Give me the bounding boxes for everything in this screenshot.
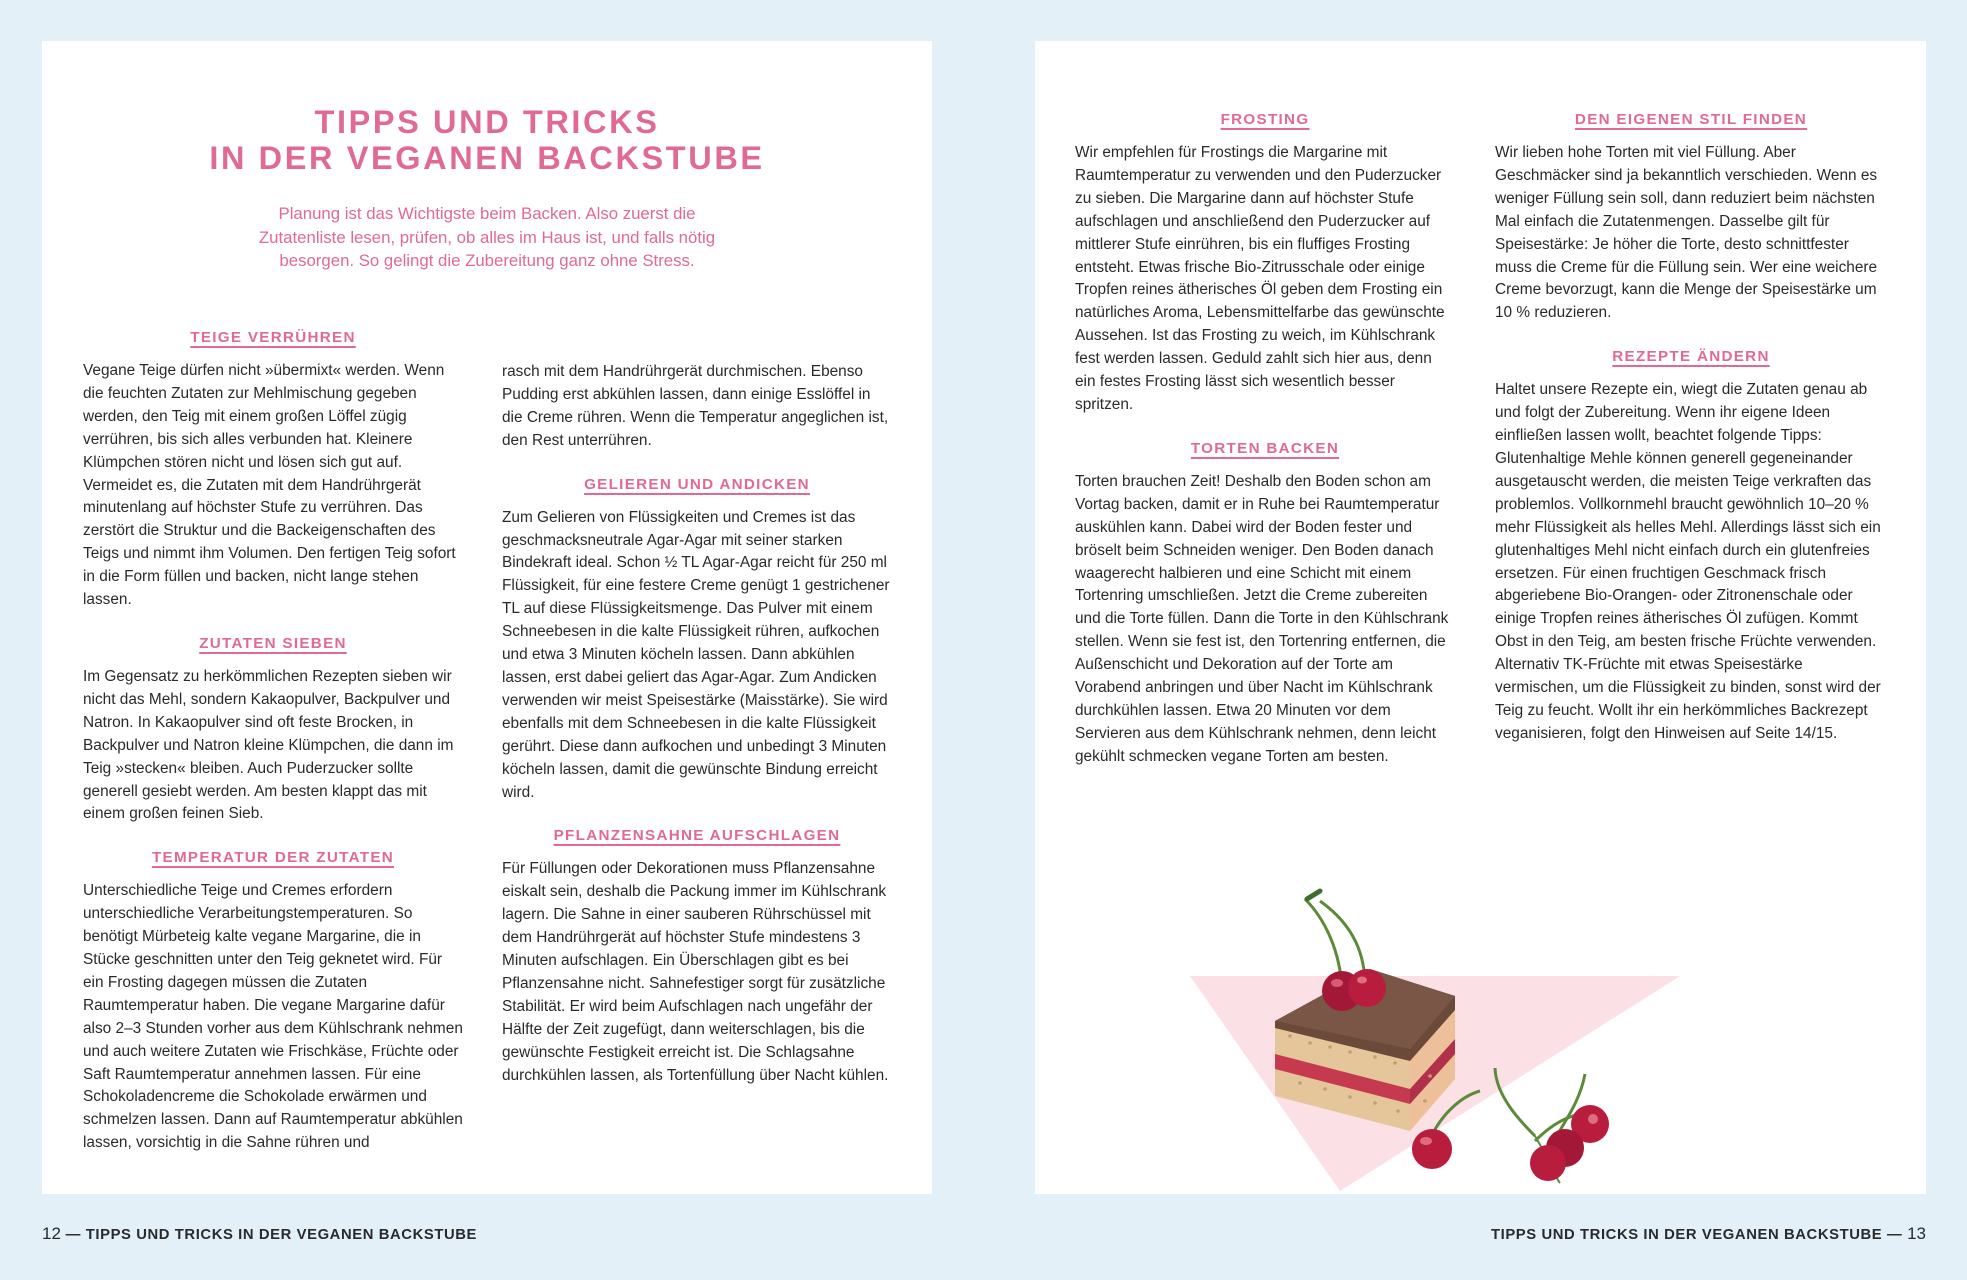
section-heading-eigenen-stil: DEN EIGENEN STIL FINDEN — [1574, 111, 1808, 128]
section-heading-sieben: ZUTATEN SIEBEN — [199, 634, 347, 652]
left-column-2 — [502, 361, 892, 1087]
right-column-2 — [1495, 110, 1887, 746]
footer-right — [1491, 1224, 1926, 1244]
intro-text: Planung ist das Wichtigste beim Backen. Also zuerst die Zutatenliste lesen, prüfen, ob alles im Haus ist, und falls nötig besorgen. So gelingt die Zubereitung ganz ohne Stress. — [258, 204, 716, 270]
left-column-1 — [83, 328, 463, 1155]
left-page — [42, 41, 932, 1194]
section-heading-torten-backen: TORTEN BACKEN — [1190, 439, 1340, 457]
section-text-rezepte-aendern: Haltet unsere Rezepte ein, wiegt die Zutaten genau ab und folgt der Zubereitung. Wenn ihr eigene Ideen einfließen lassen wollt, beachtet folgende Tipps: Glutenhaltige Mehle können generell gegeneinander ausgetauscht werden, die meisten Teige verkraften das problemlos. Vollkornmehl braucht gewöhnlich 10–20 % mehr Flüssigkeit als helles Mehl. Allerdings lässt sich ein glutenhaltiges Mehl nicht einfach durch ein glutenfreies ersetzen. Für einen fruchtigen Geschmack frisch abgeriebene Bio-Orangen- oder Zitronenschale oder einige Tropfen reines ätherisches Öl zufügen. Kommt Obst in den Teig, am besten frische Früchte verwenden. Alternativ TK-Früchte mit etwas Speisestärke vermischen, um die Flüssigkeit zu binden, sonst wird der Teig zu feucht. Wollt ihr ein herkömmliches Backrezept veganisieren, folgt den Hinweisen auf Seite 14/15. — [1495, 381, 1881, 742]
page-number-left: 12 — [42, 1224, 61, 1243]
title-line-2: IN DER VEGANEN BACKSTUBE — [209, 140, 765, 176]
section-heading-gelieren: GELIEREN UND ANDICKEN — [584, 475, 810, 493]
section-text-frosting: Wir empfehlen für Frostings die Margarine mit Raumtemperatur zu verwenden und den Puderzucker zu sieben. Die Margarine dann auf höchster Stufe aufschlagen und anschließend den Puderzucker auf mittlerer Stufe einrühren, bis ein fluffiges Frosting entsteht. Etwas frische Bio-Zitrusschale oder einige Tropfen reines ätherisches Öl geben dem Frosting ein natürliches Aroma, Lebensmittelfarbe das gewünschte Aussehen. Ist das Frosting zu weich, im Kühlschrank fest werden lassen. Geduld zahlt sich hier aus, denn ein festes Frosting lässt sich wesentlich besser spritzen. — [1075, 144, 1445, 413]
continued-text: rasch mit dem Handrührgerät durchmischen. Ebenso Pudding erst abkühlen lassen, dann einige Esslöffel in die Creme rühren. Wenn die Temperatur angeglichen ist, den Rest unterrühren. — [502, 363, 889, 449]
section-text-gelieren: Zum Gelieren von Flüssigkeiten und Cremes ist das geschmacksneutrale Agar-Agar mit seiner starken Bindekraft ideal. Schon ½ TL Agar-Agar reicht für 250 ml Flüssigkeit, für eine festere Creme genügt 1 gestrichener TL auf diese Flüssigkeitsmenge. Das Pulver mit einem Schneebesen in die kalte Flüssigkeit rühren, aufkochen und etwa 3 Minuten köcheln lassen. Dann abkühlen lassen, erst dabei geliert das Agar-Agar. Zum Andicken verwenden wir meist Speisestärke (Maisstärke). Sie wird ebenfalls mit dem Schneebesen in die kalte Flüssigkeit gerührt. Diese dann aufkochen und unbedingt 3 Minuten köcheln lassen, damit die gewünschte Bindung erreicht wird. — [502, 508, 890, 801]
section-text-teige: Vegane Teige dürfen nicht »übermixt« werden. Wenn die feuchten Zutaten zur Mehlmischung gegeben werden, den Teig mit einem großen Löffel zügig verrühren, bis sich alles verbunden hat. Kleinere Klümpchen stören nicht und lösen sich gut auf. Vermeidet es, die Zutaten mit dem Handrührgerät minutenlang auf höchster Stufe zu verrühren. Das zerstört die Struktur und die Backeigenschaften des Teigs und nimmt ihm Volumen. Den fertigen Teig sofort in die Form füllen und backen, nicht lange stehen lassen. — [83, 362, 456, 609]
section-heading-pflanzensahne: PFLANZENSAHNE AUFSCHLAGEN — [553, 827, 841, 845]
section-heading-teige: TEIGE VERRÜHREN — [190, 329, 356, 346]
section-text-torten-backen: Torten brauchen Zeit! Deshalb den Boden schon am Vortag backen, damit er in Ruhe bei Raumtemperatur auskühlen kann. Dabei wird der Boden fester und bröselt beim Schneiden weniger. Den Boden danach waagerecht halbieren und eine Schicht mit einem Tortenring umschließen. Jetzt die Creme zubereiten und die Torte füllen. Dann die Torte in den Kühlschrank stellen. Wenn sie fest ist, den Tortenring entfernen, die Außenschicht und Dekoration auf der Torte am Vorabend anbringen und über Nacht im Kühlschrank durchkühlen lassen. Etwa 20 Minuten vor dem Servieren aus dem Kühlschrank nehmen, denn leicht gekühlt schmecken vegane Torten am besten. — [1075, 472, 1449, 765]
page-title — [42, 104, 932, 176]
page-number-right: 13 — [1907, 1224, 1926, 1243]
section-heading-temperatur: TEMPERATUR DER ZUTATEN — [151, 849, 395, 867]
footer-left — [42, 1224, 477, 1244]
section-text-sieben: Im Gegensatz zu herkömmlichen Rezepten sieben wir nicht das Mehl, sondern Kakaopulver, Backpulver und Natron. In Kakaopulver sind oft feste Brocken, in Backpulver und Natron kleine Klümpchen, die dann im Teig »stecken« bleiben. Auch Puderzucker sollte generell gesiebt werden. Am besten klappt das mit einem großen feinen Sieb. — [83, 667, 454, 823]
section-text-temperatur: Unterschiedliche Teige und Cremes erfordern unterschiedliche Verarbeitungstemperaturen. So benötigt Mürbeteig kalte vegane Margarine, die in Stücke geschnitten unter den Teig geknetet wird. Für ein Frosting dagegen müssen die Zutaten Raumtemperatur haben. Die vegane Margarine dafür also 2–3 Stunden vorher aus dem Kühlschrank nehmen und auch weitere Zutaten wie Frischkäse, Früchte oder Saft Raumtemperatur annehmen lassen. Für eine Schokoladencreme die Schokolade erwärmen und schmelzen lassen. Dann auf Raumtemperatur abkühlen lassen, vorsichtig in die Sahne rühren und — [83, 882, 463, 1152]
right-page — [1035, 41, 1926, 1194]
footer-right-text: TIPPS UND TRICKS IN DER VEGANEN BACKSTUBE — — [1490, 1227, 1903, 1243]
section-text-pflanzensahne: Für Füllungen oder Dekorationen muss Pflanzensahne eiskalt sein, deshalb die Packung immer im Kühlschrank lagern. Die Sahne in einer sauberen Rührschüssel mit dem Handrührgerät auf höchster Stufe mindestens 3 Minuten aufschlagen. Ein Überschlagen gibt es bei Pflanzensahne nicht. Sahnefestiger sorgt für zusätzliche Stabilität. Er wird beim Aufschlagen nach ungefähr der Hälfte der Zeit zugefügt, dann weiterschlagen, bis die gewünschte Festigkeit erreicht ist. Die Schlagsahne durchkühlen lassen, als Tortenfüllung über Nacht kühlen. — [502, 860, 889, 1084]
right-column-1 — [1075, 110, 1455, 769]
section-heading-frosting: FROSTING — [1220, 111, 1310, 128]
section-text-eigenen-stil: Wir lieben hohe Torten mit viel Füllung. Aber Geschmäcker sind ja bekanntlich verschieden. Wenn es weniger Füllung sein soll, dann reduziert beim nächsten Mal einfach die Zutatenmengen. Dasselbe gilt für Speisestärke: Je höher die Torte, desto schnittfester muss die Creme für die Füllung sein. Wer eine weichere Creme bevorzugt, kann die Menge der Speisestärke um 10 % reduzieren. — [1495, 144, 1878, 322]
footer-left-text: — TIPPS UND TRICKS IN DER VEGANEN BACKSTUBE — [65, 1227, 478, 1243]
title-line-1: TIPPS UND TRICKS — [314, 104, 660, 140]
cake-slice-with-cherries-icon — [1180, 821, 1780, 1191]
section-heading-rezepte-aendern: REZEPTE ÄNDERN — [1612, 348, 1770, 366]
